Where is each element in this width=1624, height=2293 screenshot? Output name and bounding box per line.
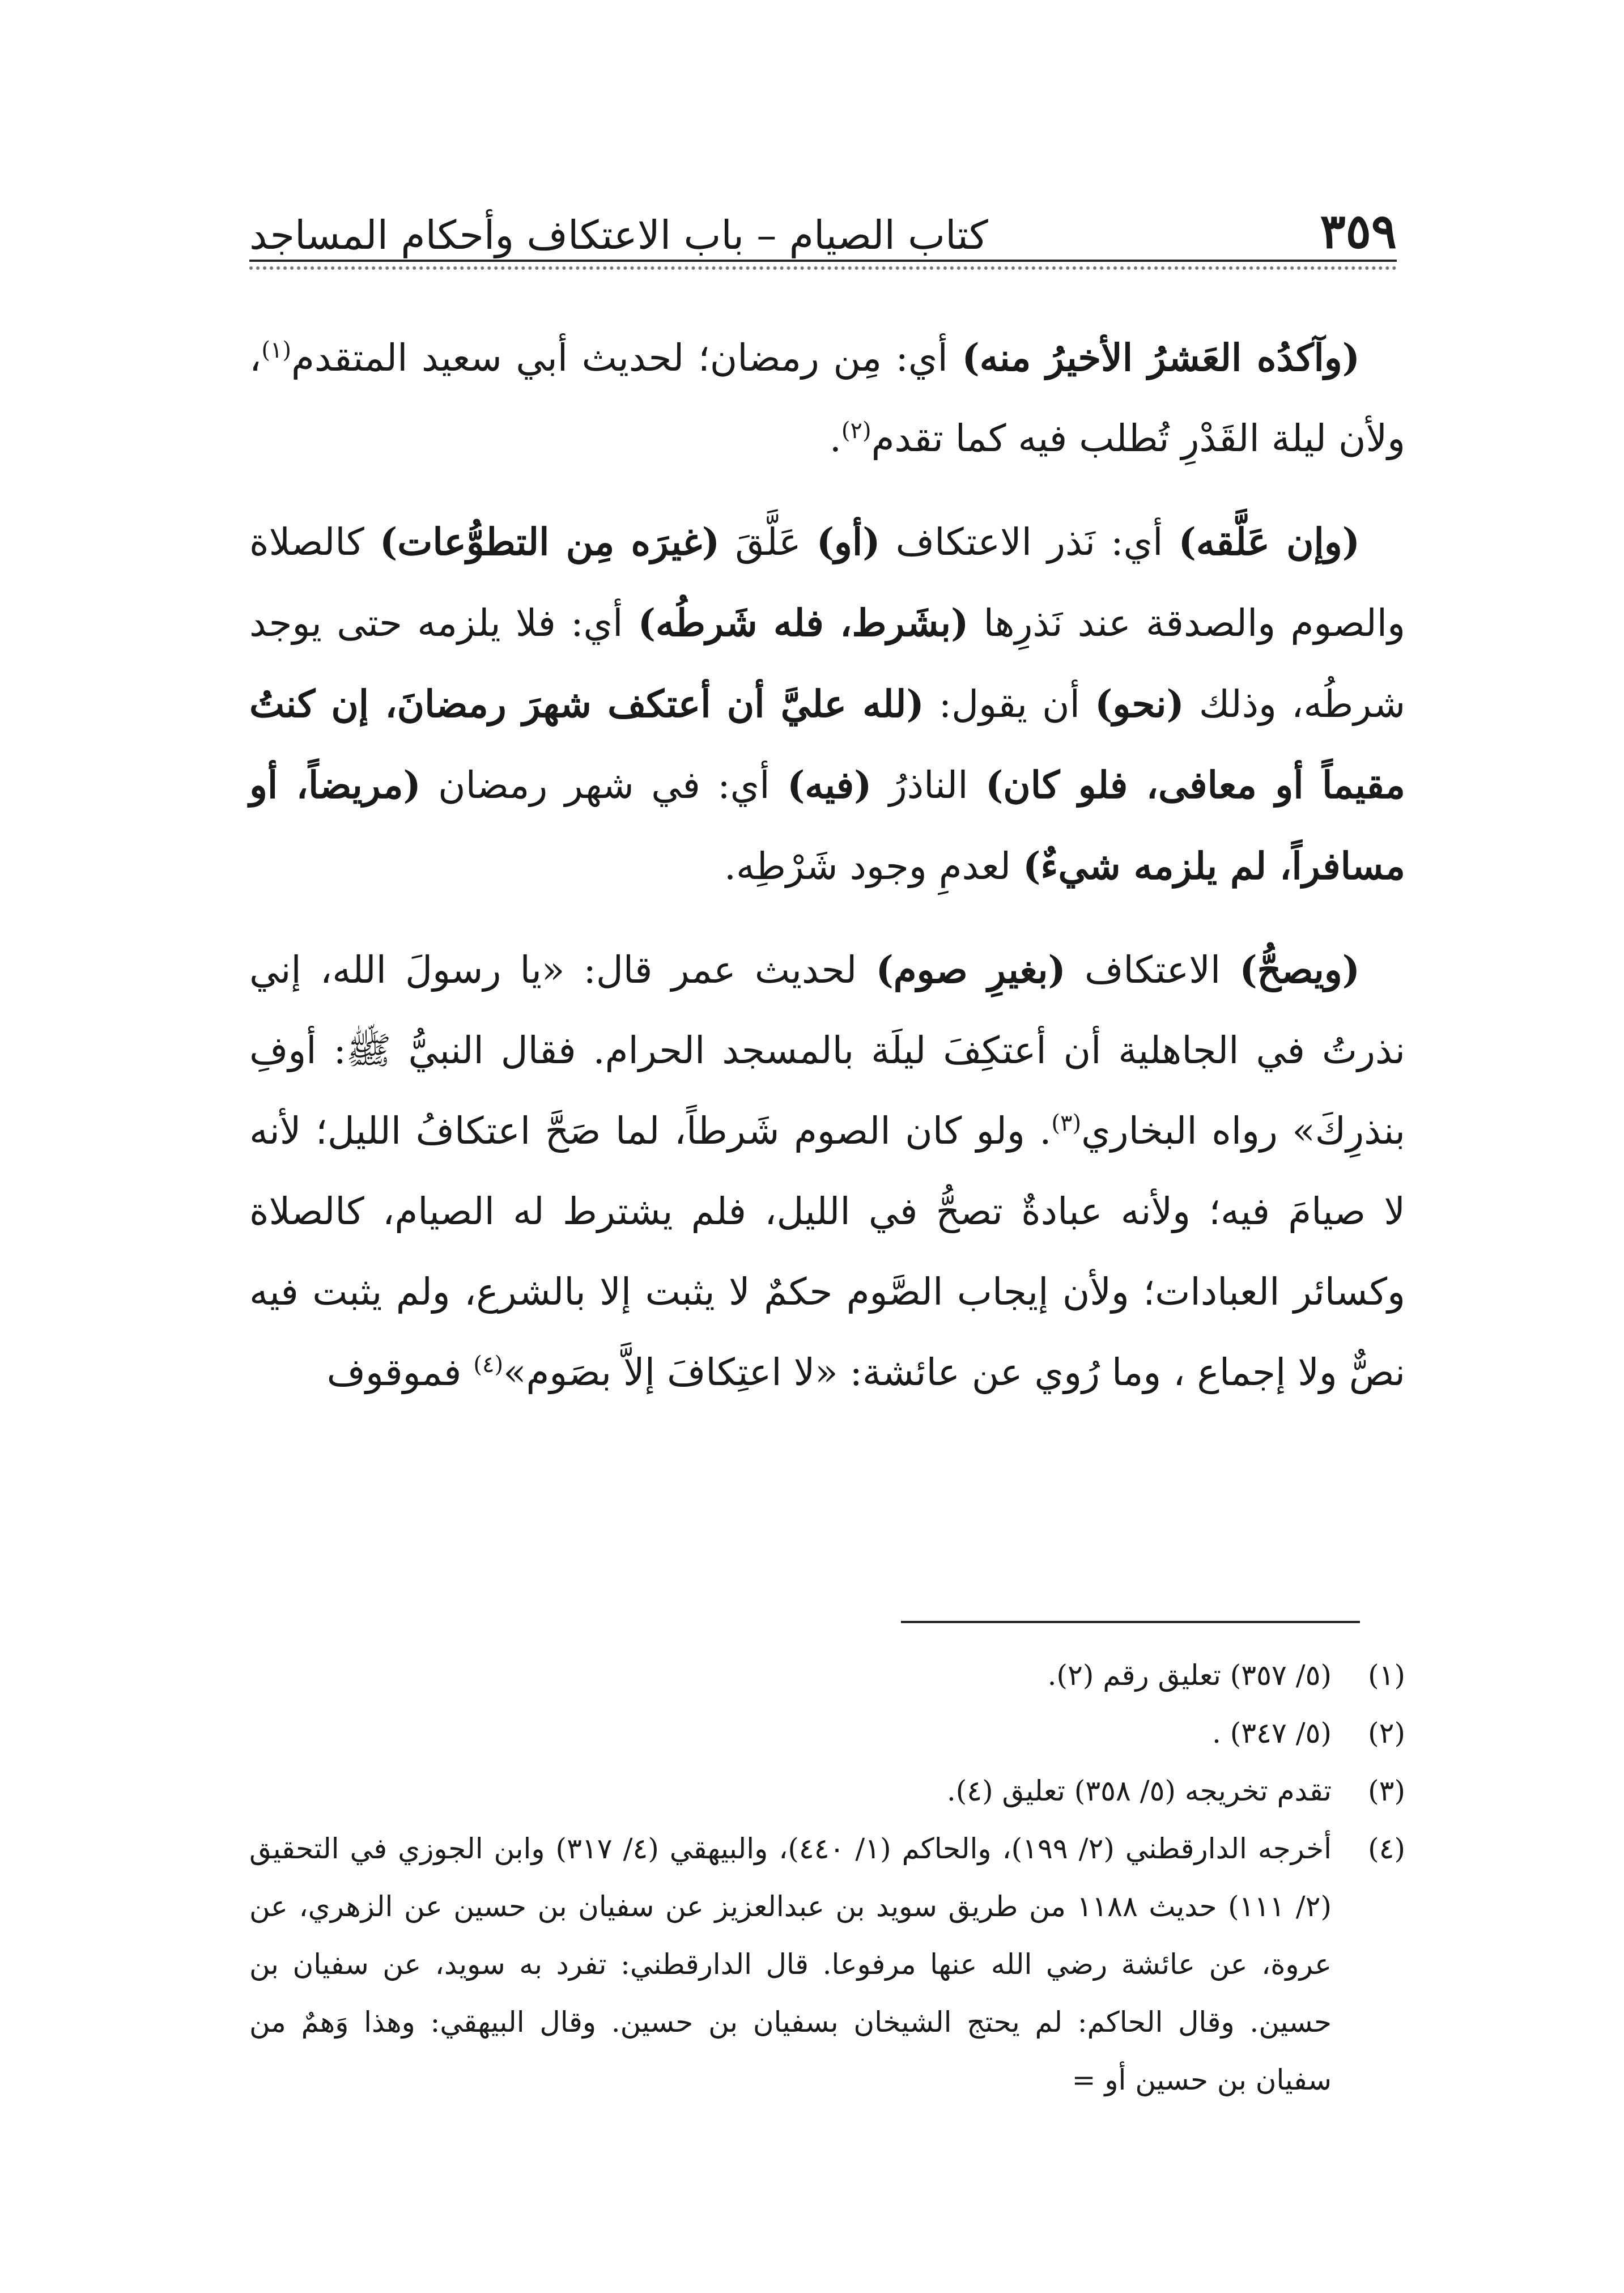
matn-text: (فيه) [787,763,872,807]
footnote-item [249,1646,1405,1704]
matn-text: (لله عليَّ أن أعتكف شهرَ رمضانَ، إن كنتُ مقيماً أو معافى، فلو كان) [249,682,1405,807]
matn-text: (بشَرط، فله شَرطُه) [637,601,969,645]
footnote-item [249,1704,1405,1762]
running-header [249,176,1397,259]
running-title: كتاب الصيام – باب الاعتكاف وأحكام المساجد [249,212,988,258]
commentary-text: . ولو كان الصوم شَرطاً، لما صَحَّ اعتكافُ الليل؛ لأنه لا صيامَ فيه؛ ولأنه عبادةٌ تصحُّ في الليل، فلم يشترط له الصيام، كالصلاة وكسائر العبادات؛ ولأن إيجاب الصَّوم حكمٌ لا يثبت إلا بالشرع، ولم يثبت فيه نصٌّ ولا إجماع ، وما رُوي عن عائشة: «لا اعتِكافَ إلاَّ بصَوم» [249,1109,1405,1394]
commentary-text: أي: في شهر رمضان [420,763,788,807]
footnote-number: (٣) [1368,1774,1405,1807]
commentary-text: فموقوف [326,1351,474,1394]
footnote-ref: (١) [261,337,292,363]
footnote-item [249,1762,1405,1820]
commentary-text: أي: فلا يلزمه حتى يوجد شرطُه، وذلك [249,601,1405,726]
footnote-ref: (٣) [1051,1110,1082,1136]
footnote-number: (١) [1368,1659,1405,1692]
paragraph [249,317,1405,479]
matn-text: (مريضاً، أو مسافراً، لم يلزمه شيءٌ) [249,763,1405,888]
commentary-text: لحديث عمر قال: «يا رسولَ الله، إني نذرتُ في الجاهلية أن أعتكِفَ ليلَة بالمسجد الحرام. فقال النبيُّ ﷺ: أوفِ بنذرِكَ» رواه البخاري [249,948,1406,1153]
footnote-text: تقدم تخريجه (٥/ ٣٥٨) تعليق (٤). [946,1774,1332,1807]
matn-text: (بغيرِ صوم) [875,948,1066,992]
footnote-number: (٢) [1368,1717,1405,1750]
commentary-text: الاعتكاف [1065,948,1240,992]
matn-text: (ويصحُّ) [1239,948,1360,992]
commentary-text: أي: مِن رمضان؛ لحديث أبي سعيد المتقدم [291,336,962,380]
footnote-ref: (٢) [841,418,871,444]
footnote-text: (٥/ ٣٤٧) . [1212,1717,1332,1750]
footnote-number: (٤) [1368,1832,1405,1865]
header-ornament-rule [249,266,1397,270]
matn-text: (أو) [816,520,881,564]
commentary-text: لعدمِ وجود شَرْطِه. [724,844,1023,888]
commentary-text: أن يقول: [924,682,1095,726]
commentary-text: . [829,417,841,460]
main-text [249,317,1405,1436]
page-number: ٣٥٩ [1320,203,1397,259]
footnotes [249,1646,1405,2109]
footnote-text: أخرجه الدارقطني (٢/ ١٩٩)، والحاكم (١/ ٤٤٠)، والبيهقي (٤/ ٣١٧) وابن الجوزي في التحقيق (٢/ ١١١) حديث ١١٨٨ من طريق سويد بن عبدالعزيز عن سفيان بن حسين عن الزهري، عن عروة، عن عائشة رضي الله عنها مرفوعا. قال الدارقطني: تفرد به سويد، عن سفيان بن حسين. وقال الحاكم: لم يحتج الشيخان بسفيان بن حسين. وقال البيهقي: وهذا وَهمٌ من سفيان بن حسين أو = [249,1832,1332,2096]
footnote-item [249,1820,1405,2109]
commentary-text: كالصلاة والصوم والصدقة عند نَذرِها [249,520,1405,645]
header-rule [249,260,1397,262]
commentary-text: ، ولأن ليلة القَدْرِ تُطلب فيه كما تقدم [249,336,1405,460]
footnote-ref: (٤) [473,1352,504,1378]
matn-text: (وإن عَلَّقه) [1178,520,1360,564]
matn-text: (غيرَه مِن التطوُّعات) [380,520,720,564]
matn-text: (نحو) [1095,682,1184,726]
matn-text: (وآكدُه العَشرُ الأخيرُ منه) [962,336,1360,380]
commentary-text: عَلَّقَ [720,520,817,564]
commentary-text: أي: نَذر الاعتكاف [880,520,1179,564]
footnote-separator [901,1621,1360,1623]
footnote-text: (٥/ ٣٥٧) تعليق رقم (٢). [1047,1659,1332,1692]
commentary-text: الناذرُ [871,763,986,807]
paragraph [249,929,1405,1413]
paragraph [249,502,1405,907]
